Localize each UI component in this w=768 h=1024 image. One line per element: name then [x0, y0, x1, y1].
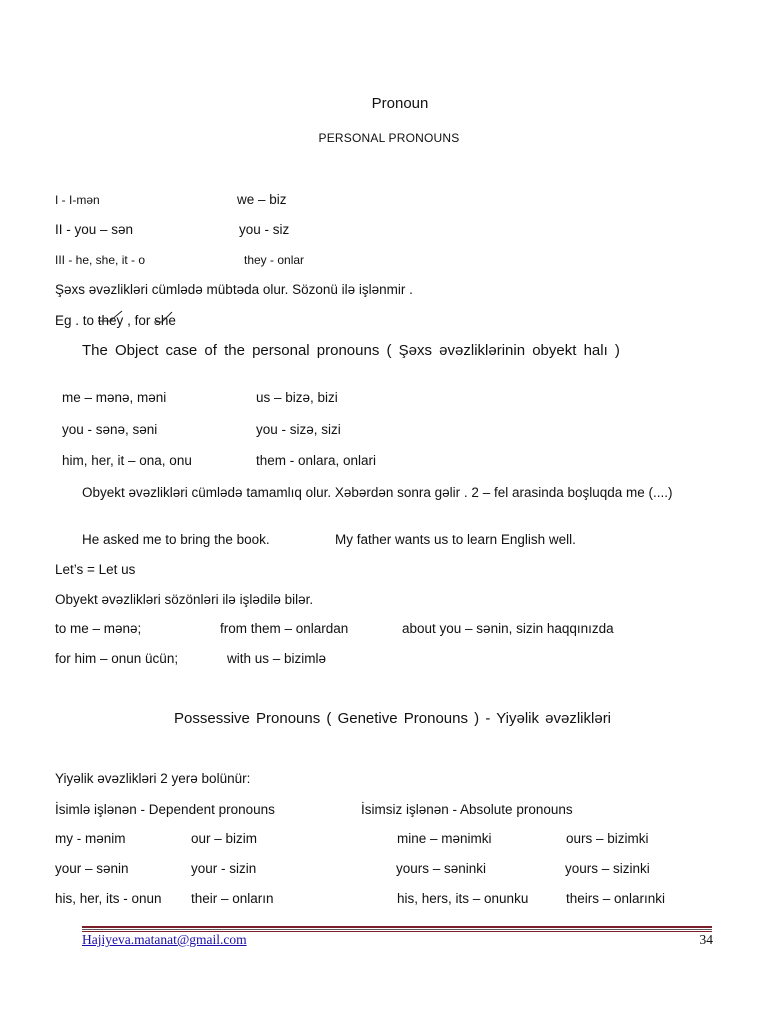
personal-row-1-left: I - I-mən — [55, 193, 100, 207]
example-sentence-1: He asked me to bring the book. — [82, 532, 270, 547]
prep-row-1-col-2: from them – onlardan — [220, 621, 349, 636]
possessive-heading: Possessive Pronouns ( Genetive Pronouns ) - Yiyəlik əvəzlikləri — [174, 710, 612, 727]
example-struck-word-1: they — [98, 313, 127, 328]
object-row-1-left: me – mənə, məni — [62, 390, 167, 405]
personal-row-2-right: you - siz — [239, 222, 290, 237]
lets-note: Let’s = Let us — [55, 562, 136, 577]
personal-row-1-right: we – biz — [237, 192, 287, 207]
object-row-1-right: us – bizə, bizi — [256, 390, 338, 405]
dependent-header: İsimlə işlənən - Dependent pronouns — [55, 802, 275, 817]
personal-row-3-right: they - onlar — [244, 253, 305, 267]
object-row-2-right: you - sizə, sizi — [256, 422, 341, 437]
poss-row-1-col-3: mine – mənimki — [397, 831, 492, 846]
poss-row-2-col-2: your - sizin — [191, 861, 257, 876]
poss-row-3-col-3: his, hers, its – onunku — [397, 891, 529, 906]
poss-row-1-col-4: ours – bizimki — [566, 831, 649, 846]
possessive-intro: Yiyəlik əvəzlikləri 2 yerə bolünür: — [55, 771, 251, 786]
personal-row-2-left: II - you – sən — [55, 222, 134, 237]
poss-row-3-col-2: their – onların — [191, 891, 274, 906]
example-sentence-2: My father wants us to learn English well. — [335, 532, 576, 547]
prep-row-1-col-1: to me – mənə; — [55, 621, 142, 636]
prep-row-1-col-3: about you – sənin, sizin haqqınızda — [402, 621, 614, 636]
poss-row-2-col-1: your – sənin — [55, 861, 129, 876]
poss-row-3-col-1: his, her, its - onun — [55, 891, 162, 906]
strike-mark-icon — [152, 309, 174, 329]
page-number: 34 — [699, 932, 713, 947]
subject-note: Şəxs əvəzlikləri cümlədə mübtəda olur. Sözonü ilə işlənmir . — [55, 282, 413, 297]
object-case-heading: The Object case of the personal pronouns ( Şəxs əvəzliklərinin obyekt halı ) — [82, 342, 620, 359]
poss-row-1-col-2: our – bizim — [191, 831, 258, 846]
object-row-3-right: them - onlara, onlari — [256, 453, 377, 468]
absolute-header: İsimsiz işlənən - Absolute pronouns — [361, 802, 573, 817]
page-title: Pronoun — [371, 95, 429, 112]
prep-row-2-col-1: for him – onun ücün; — [55, 651, 179, 666]
poss-row-3-col-4: theirs – onlarınki — [566, 891, 666, 906]
example-prefix: Eg . to — [55, 313, 98, 328]
page-subtitle: PERSONAL PRONOUNS — [318, 131, 460, 145]
object-row-2-left: you - sənə, səni — [62, 422, 158, 437]
poss-row-2-col-4: yours – sizinki — [565, 861, 650, 876]
prep-row-2-col-2: with us – bizimlə — [227, 651, 327, 666]
object-note: Obyekt əvəzlikləri cümlədə tamamlıq olur. Xəbərdən sonra gəlir . 2 – fel arasinda boşluqda me (....) — [82, 485, 673, 500]
personal-row-3-left: III - he, she, it - o — [55, 253, 146, 267]
poss-row-2-col-3: yours – səninki — [396, 861, 487, 876]
preposition-note: Obyekt əvəzlikləri sözönləri ilə işlədilə bilər. — [55, 592, 314, 607]
example-line — [55, 313, 176, 328]
author-email-link[interactable]: Hajiyeva.matanat@gmail.com — [82, 932, 247, 947]
strike-mark-icon — [96, 309, 126, 329]
example-struck-word-2: she — [154, 313, 176, 328]
poss-row-1-col-1: my - mənim — [55, 831, 126, 846]
example-middle: , for — [127, 313, 155, 328]
object-row-3-left: him, her, it – ona, onu — [62, 453, 192, 468]
